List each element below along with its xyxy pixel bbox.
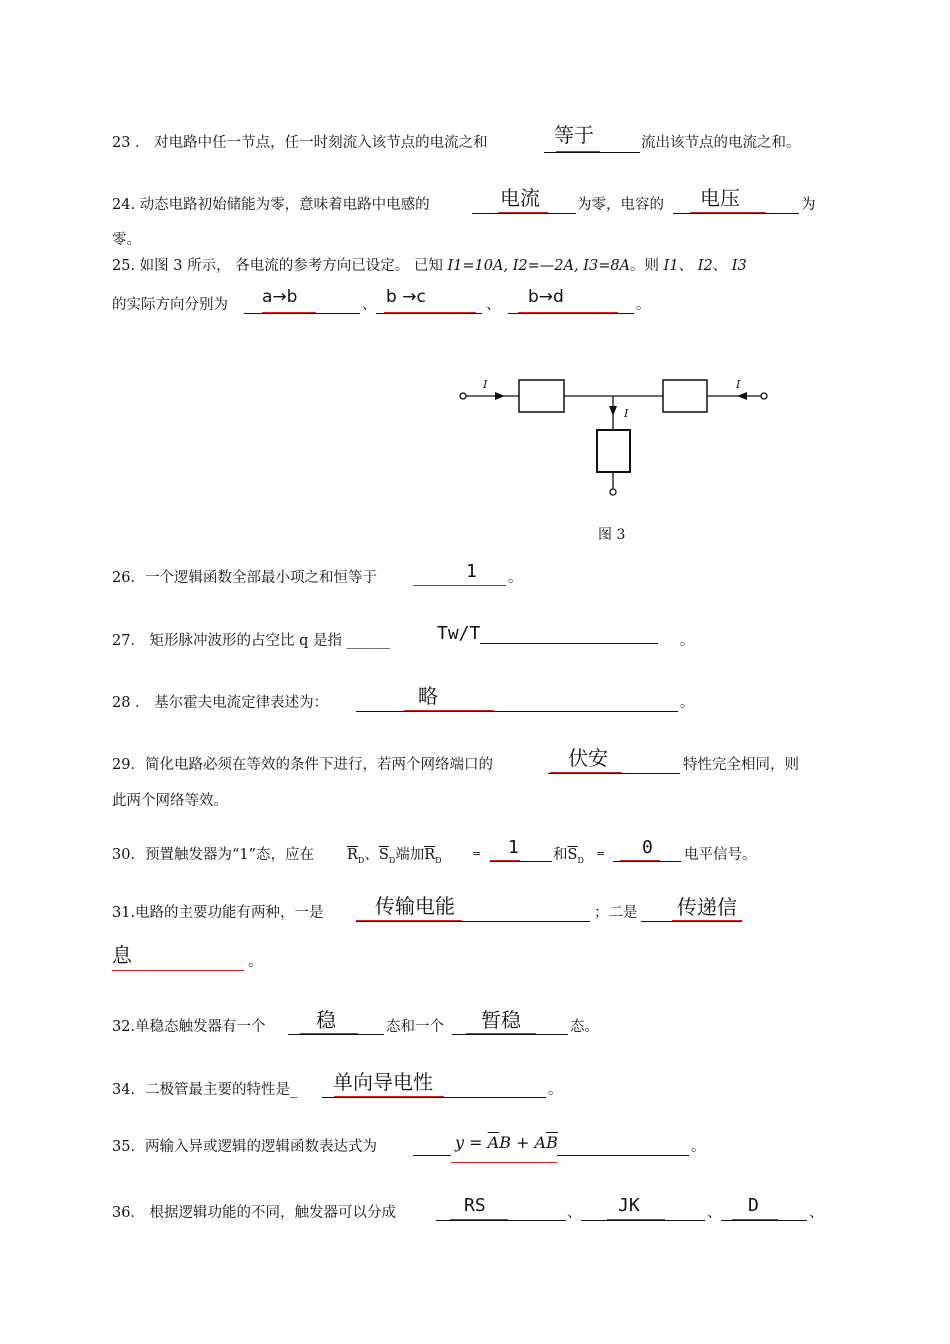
terminal-left [460,393,466,399]
q30-rd2-sub: D [435,856,442,865]
q28-red-underline [404,710,494,711]
q35-blank-right [557,1155,689,1156]
q36-red-underline1 [450,1219,508,1220]
q32-answer1: 稳 [316,1008,336,1032]
q31-answer2a: 传递信 [677,895,737,919]
figure-label-down: I [624,407,629,420]
q25-blank3 [508,313,634,314]
q23-answer: 等于 [554,123,594,147]
arrow-down-current [609,406,617,416]
q23-suffix: 流出该节点的电流之和。 [641,135,801,151]
q25-red-underline2 [384,312,476,313]
q23-blank [544,152,640,153]
q34-blank [322,1097,512,1098]
q25-i2: I2=—2A, [512,258,584,274]
q27-suffix: 。 [680,633,695,649]
q35-a: A [534,1133,547,1152]
q29-suffix: 特性完全相同，则 [683,757,799,773]
q31-suffix: 。 [248,954,263,970]
q26-suffix: 。 [508,570,523,586]
q28-suffix: 。 [680,695,695,711]
q32-answer2: 暂稳 [481,1008,521,1032]
box-right [663,380,707,412]
q30-blank2 [613,861,681,862]
q25-blank2 [376,313,482,314]
q35-plus: + [510,1133,535,1152]
q30-mid: 端加 [395,847,425,863]
box-left [519,380,564,412]
q36-prefix: 36． 根据逻辑功能的不同，触发器可以分成 [112,1205,397,1221]
q24-mid: 为零，电容的 [577,197,664,213]
q30-suffix: 电平信号。 [684,847,757,863]
q25-then: 。则 [630,258,664,274]
q36-sep2: 、 [707,1205,722,1221]
q30-sd2-letter: $\overline{S}$ [567,847,578,863]
q36-answer1: RS [464,1195,486,1216]
q24-answer1: 电流 [500,186,540,210]
q34-red-underline [334,1096,444,1097]
q31-blank1 [356,921,590,922]
q32-red-underline1 [300,1033,358,1034]
q29-blank [548,773,680,774]
box-bottom [597,430,630,472]
q31-red-underline1 [356,920,462,921]
q30-rd-letter: $\overline{R}$ [347,847,358,863]
q31-red-underline3 [112,970,244,971]
q31-prefix: 31.电路的主要功能有两种，一是 [112,905,324,921]
q32-blank2 [452,1034,568,1035]
q24-red-underline1 [498,212,548,213]
q32-blank1 [288,1034,384,1035]
q24-answer2: 电压 [700,186,740,210]
figure-caption: 图 3 [598,527,626,543]
q35-b: B [499,1133,511,1152]
q36-blank2 [581,1220,705,1221]
q35-blank-left [413,1155,451,1156]
q26-blank [413,585,506,586]
q28-blank [356,711,678,712]
q35-expression [455,1135,558,1151]
q35-eq: = [464,1133,488,1152]
q25-v1: I1 [663,258,679,274]
q25-red-underline1 [262,312,316,313]
q24-suffix: 为 [801,197,816,213]
q30-eq1: = [472,847,482,860]
q34-prefix: 34．二极管最主要的特性是_ [112,1082,298,1098]
q31-blank2 [641,921,742,922]
q26-prefix: 26．一个逻辑函数全部最小项之和恒等于 [112,570,377,586]
q25-v3: I3 [731,258,747,274]
q25-answer3: b→d [528,287,564,307]
q24-prefix: 24. 动态电路初始储能为零，意味着电路中电感的 [112,197,430,213]
q34-suffix: 。 [548,1082,563,1098]
q30-blank1 [490,861,552,862]
q30-red-underline2 [620,860,660,861]
q26-answer: 1 [466,561,477,582]
arrow-left-current [495,392,505,400]
q36-red-underline2 [607,1219,665,1220]
q30-and-text: 和 [553,847,568,863]
q30-red-underline1 [490,860,520,861]
figure-label-right: I [736,378,741,391]
q34-answer: 单向导电性 [333,1070,433,1094]
q27-blank [480,643,658,644]
q25-i1: I1=10A, [447,258,513,274]
q35-y: y [455,1133,465,1152]
q25-comma2: 、 [486,297,501,313]
q29-answer: 伏安 [568,746,608,770]
q36-answer3: D [748,1195,759,1216]
q29-prefix: 29．简化电路必须在等效的条件下进行，若两个网络端口的 [112,757,493,773]
q35-a-bar: $\overline{A}$ [487,1133,500,1152]
q36-blank1 [436,1220,566,1221]
q25-sep1: 、 [678,258,698,274]
q30-eq2: = [596,847,606,860]
q24-line2: 零。 [112,232,141,248]
q25-sep2: 、 [712,258,732,274]
q30-rd-sub: D [357,856,365,865]
q25-red-underline3 [518,312,618,313]
q25-i3: I3=8A [583,258,631,274]
q36-red-underline3 [732,1219,778,1220]
q36-blank3 [721,1220,807,1221]
q30-rd2-letter: $\overline{R}$ [424,847,436,863]
q30-and [553,848,584,865]
q24-blank1 [472,213,576,214]
q32-mid: 态和一个 [386,1019,444,1035]
q36-sep3: 、 [809,1205,824,1221]
q30-answer2: 0 [642,837,653,858]
q28-answer: 略 [418,684,438,708]
q25-intro: 25. 如图 3 所示， 各电流的参考方向已设定。 已知 [112,258,448,274]
terminal-right [761,393,767,399]
q31-red-underline2 [672,920,742,921]
q35-prefix: 35．两输入异或逻辑的逻辑函数表达式为 [112,1139,377,1155]
q25-v2: I2 [697,258,713,274]
q24-red-underline2 [690,212,766,213]
q35-suffix: 。 [691,1139,706,1155]
q30-sd-sub: D [388,856,396,865]
q25-answer1: a→b [262,287,298,307]
q30-answer1: 1 [508,837,519,858]
q36-answer2: JK [618,1195,640,1216]
q34-blank-tail [512,1097,546,1098]
terminal-bottom [610,489,616,495]
q32-prefix: 32.单稳态触发器有一个 [112,1019,266,1035]
q35-red-underline [451,1162,557,1163]
q27-answer: Tw/T [437,623,481,644]
figure-3-circuit [455,372,785,502]
q30-sd2-sub: D [577,856,584,865]
q36-sep1: 、 [567,1205,582,1221]
arrow-right-current [737,392,747,400]
q30-sd-letter: $\overline{S}$ [378,847,389,863]
q30-rd [347,848,442,865]
q30-sep: 、 [364,847,379,863]
q31-mid: ；二是 [594,905,638,921]
q29-line2: 此两个网络等效。 [112,793,228,809]
q30-prefix: 30．预置触发器为“1”态，应在 [112,847,315,863]
q23-prefix: 23 ． 对电路中任一节点，任一时刻流入该节点的电流之和 [112,135,488,151]
q32-red-underline2 [466,1033,536,1034]
q32-suffix: 态。 [570,1019,599,1035]
q25-comma1: 、 [362,297,377,313]
q25-end: 。 [636,297,651,313]
q31-answer2b: 息 [112,943,132,967]
q27-prefix: 27． 矩形脉冲波形的占空比 q 是指 ______ [112,633,391,649]
q25-blank1 [244,313,360,314]
q25-answer2: b →c [386,287,426,307]
q29-red-underline [550,772,622,773]
q25-line1 [112,259,747,274]
q28-prefix: 28 ． 基尔霍夫电流定律表述为： [112,695,329,711]
q24-blank2 [673,213,799,214]
q31-answer1: 传输电能 [375,894,455,918]
figure-label-left: I [483,378,488,391]
q25-line2-prefix: 的实际方向分别为 [112,297,228,313]
q35-b-bar: $\overline{B}$ [546,1133,558,1152]
q23-red-underline [556,151,600,152]
